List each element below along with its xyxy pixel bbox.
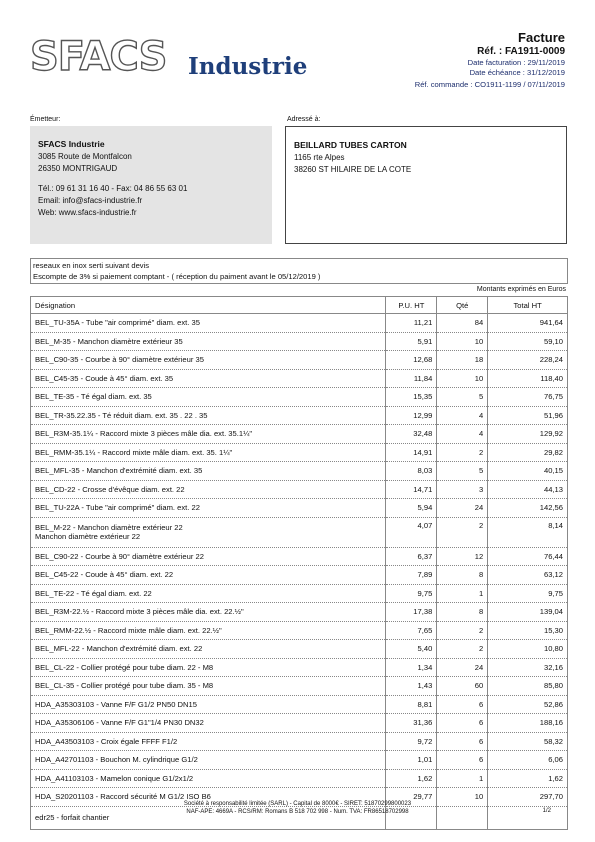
table-row (31, 751, 568, 770)
item-designation (31, 462, 386, 481)
table-row (31, 547, 568, 566)
item-unit-price: 1,01 (386, 751, 437, 770)
emetteur-label: Émetteur: (30, 116, 61, 123)
item-total: 142,56 (488, 499, 568, 518)
col-total: Total HT (488, 297, 568, 314)
item-designation-text: HDA_A35303103 - Vanne F/F G1/2 PN50 DN15 (35, 699, 197, 709)
table-row (31, 462, 568, 481)
item-quantity: 5 (437, 462, 488, 481)
table-row (31, 443, 568, 462)
item-designation-detail: Manchon diamètre extérieur 22 (35, 532, 141, 541)
item-designation-text: BEL_TU-22A - Tube "air comprimé" diam. ext. 22 (35, 503, 200, 513)
item-designation (31, 695, 386, 714)
emetteur-address2: 26350 MONTRIGAUD (38, 164, 118, 173)
item-total: 9,75 (488, 584, 568, 603)
item-total: 1,62 (488, 769, 568, 788)
recipient-address2: 38260 ST HILAIRE DE LA COTE (294, 165, 412, 174)
item-designation-text: BEL_TE-35 - Té égal diam. ext. 35 (35, 392, 152, 402)
item-total: 63,12 (488, 566, 568, 585)
item-total: 85,80 (488, 677, 568, 696)
item-designation-text: BEL_M-35 - Manchon diamètre extérieur 35 (35, 336, 183, 346)
item-designation (31, 425, 386, 444)
invoice-note (30, 258, 568, 284)
item-quantity: 24 (437, 499, 488, 518)
item-designation-text: BEL_TR-35.22.35 - Té réduit diam. ext. 35 . 22 . 35 (35, 410, 208, 420)
recipient-address1: 1165 rte Alpes (294, 153, 345, 162)
item-unit-price: 14,91 (386, 443, 437, 462)
item-designation-text: HDA_A42701103 - Bouchon M. cylindrique G1/2 (35, 755, 198, 765)
legal-footer (0, 800, 595, 816)
item-total: 76,44 (488, 547, 568, 566)
item-unit-price: 5,91 (386, 332, 437, 351)
note-line2: Escompte de 3% si paiement comptant - ( réception du paiment avant le 05/12/2019 ) (33, 271, 321, 281)
item-quantity: 3 (437, 480, 488, 499)
item-quantity: 12 (437, 547, 488, 566)
item-total: 10,80 (488, 640, 568, 659)
item-designation-text: BEL_RMM-22.½ - Raccord mixte mâle diam. ext. 22.½" (35, 625, 222, 635)
item-total: 52,86 (488, 695, 568, 714)
item-total: 29,82 (488, 443, 568, 462)
item-total: 59,10 (488, 332, 568, 351)
table-row (31, 621, 568, 640)
item-designation (31, 480, 386, 499)
item-designation (31, 714, 386, 733)
item-quantity: 4 (437, 425, 488, 444)
item-designation-text: BEL_R3M-22.½ - Raccord mixte 3 pièces mâle dia. ext. 22.½" (35, 607, 244, 617)
emetteur-phone: Tél.: 09 61 31 16 40 - Fax: 04 86 55 63 01 (38, 184, 188, 193)
invoice-date: Date facturation : 29/11/2019 (467, 58, 565, 67)
item-total: 6,06 (488, 751, 568, 770)
item-unit-price: 5,94 (386, 499, 437, 518)
item-unit-price: 9,75 (386, 584, 437, 603)
item-total: 32,16 (488, 658, 568, 677)
item-total: 188,16 (488, 714, 568, 733)
item-quantity: 2 (437, 517, 488, 547)
item-designation (31, 517, 386, 547)
item-designation-text: BEL_CL-35 - Collier protégé pour tube diam. 35 - M8 (35, 681, 214, 691)
table-row (31, 732, 568, 751)
item-total: 228,24 (488, 351, 568, 370)
item-total: 51,96 (488, 406, 568, 425)
item-total: 297,70 (488, 788, 568, 807)
items-table (30, 296, 568, 830)
emetteur-web: Web: www.sfacs-industrie.fr (38, 208, 137, 217)
item-unit-price: 12,99 (386, 406, 437, 425)
item-unit-price: 29,77 (386, 788, 437, 807)
footer-line1: Société à responsabilité limitée (SARL) - Capital de 8000€ - SIRET: 51870299800023 (183, 801, 412, 807)
item-quantity: 2 (437, 443, 488, 462)
item-total: 40,15 (488, 462, 568, 481)
item-quantity: 84 (437, 314, 488, 333)
item-designation (31, 566, 386, 585)
item-unit-price: 1,62 (386, 769, 437, 788)
item-designation (31, 584, 386, 603)
item-designation (31, 547, 386, 566)
note-line1: reseaux en inox serti suivant devis (33, 261, 150, 270)
item-designation-text: HDA_A43503103 - Croix égale FFFF F1/2 (35, 736, 178, 746)
invoice-ref: Réf. : FA1911-0009 (477, 46, 565, 57)
item-quantity: 1 (437, 584, 488, 603)
col-pu: P.U. HT (386, 297, 437, 314)
item-unit-price: 12,68 (386, 351, 437, 370)
item-quantity: 60 (437, 677, 488, 696)
item-unit-price: 11,21 (386, 314, 437, 333)
item-designation-text: BEL_C90-22 - Courbe à 90° diamètre extérieur 22 (35, 551, 204, 561)
item-designation (31, 677, 386, 696)
table-row (31, 658, 568, 677)
table-row (31, 369, 568, 388)
item-unit-price: 15,35 (386, 388, 437, 407)
item-total: 58,32 (488, 732, 568, 751)
col-qte: Qté (437, 297, 488, 314)
item-unit-price: 7,65 (386, 621, 437, 640)
table-row (31, 480, 568, 499)
table-row (31, 314, 568, 333)
currency-note: Montants exprimés en Euros (476, 286, 566, 293)
item-designation-text: BEL_R3M-35.1¼ - Raccord mixte 3 pièces mâle dia. ext. 35.1¼" (35, 429, 253, 439)
col-designation: Désignation (31, 297, 386, 314)
item-quantity: 6 (437, 714, 488, 733)
adresse-label: Adressé à: (287, 116, 321, 123)
table-row (31, 769, 568, 788)
table-row (31, 351, 568, 370)
item-quantity: 18 (437, 351, 488, 370)
item-quantity: 10 (437, 332, 488, 351)
item-designation (31, 351, 386, 370)
item-designation (31, 658, 386, 677)
emetteur-box (30, 126, 272, 244)
item-designation-text: BEL_CL-22 - Collier protégé pour tube diam. 22 - M8 (35, 662, 214, 672)
due-date: Date échéance : 31/12/2019 (469, 67, 565, 77)
recipient-box (285, 126, 567, 244)
table-row (31, 714, 568, 733)
item-total: 8,14 (488, 517, 568, 547)
table-row (31, 640, 568, 659)
item-designation (31, 369, 386, 388)
page-number: 1/2 (542, 808, 551, 814)
item-unit-price: 17,38 (386, 603, 437, 622)
table-row (31, 566, 568, 585)
item-unit-price: 8,03 (386, 462, 437, 481)
table-row (31, 406, 568, 425)
item-quantity: 8 (437, 603, 488, 622)
item-quantity: 1 (437, 769, 488, 788)
item-quantity: 5 (437, 388, 488, 407)
item-designation-text: HDA_S20201103 - Raccord sécurité M G1/2 ISO B6 (35, 792, 211, 802)
item-designation-text: BEL_C90-35 - Courbe à 90° diamètre extérieur 35 (35, 355, 204, 365)
emetteur-name: SFACS Industrie (38, 139, 105, 149)
item-quantity: 8 (437, 566, 488, 585)
item-unit-price: 11,84 (386, 369, 437, 388)
order-ref: Réf. commande : CO1911-1199 / 07/11/2019 (414, 80, 565, 89)
item-designation (31, 314, 386, 333)
item-designation (31, 499, 386, 518)
table-row (31, 603, 568, 622)
item-quantity: 24 (437, 658, 488, 677)
item-designation (31, 621, 386, 640)
item-total: 129,92 (488, 425, 568, 444)
recipient-name: BEILLARD TUBES CARTON (294, 140, 407, 150)
item-designation-text: HDA_A35306106 - Vanne F/F G1"1/4 PN30 DN32 (35, 718, 204, 728)
table-row (31, 499, 568, 518)
item-designation-text: BEL_C45-35 - Coude à 45° diam. ext. 35 (35, 373, 174, 383)
item-designation-text: BEL_CD-22 - Crosse d'évêque diam. ext. 22 (35, 484, 185, 494)
item-designation (31, 640, 386, 659)
table-header-row (31, 297, 568, 314)
table-row (31, 677, 568, 696)
item-designation-text: BEL_RMM-35.1¼ - Raccord mixte mâle diam. ext. 35. 1¼" (35, 447, 233, 457)
table-row (31, 584, 568, 603)
item-total: 118,40 (488, 369, 568, 388)
table-row (31, 517, 568, 547)
item-designation (31, 443, 386, 462)
item-quantity: 10 (437, 369, 488, 388)
company-logo (30, 30, 320, 90)
item-unit-price: 32,48 (386, 425, 437, 444)
item-designation-text: BEL_TU-35A - Tube "air comprimé" diam. ext. 35 (35, 318, 200, 328)
item-total: 15,30 (488, 621, 568, 640)
logo-suffix: Industrie (188, 53, 308, 80)
item-designation-text: HDA_A41103103 - Mamelon conique G1/2x1/2 (35, 773, 194, 783)
item-quantity: 10 (437, 788, 488, 807)
item-total: 76,75 (488, 388, 568, 407)
item-unit-price: 7,89 (386, 566, 437, 585)
item-designation-text: BEL_MFL-35 - Manchon d'extrémité diam. ext. 35 (35, 466, 203, 476)
table-row (31, 388, 568, 407)
item-total: 44,13 (488, 480, 568, 499)
item-quantity: 4 (437, 406, 488, 425)
item-total: 941,64 (488, 314, 568, 333)
item-unit-price: 1,34 (386, 658, 437, 677)
emetteur-email: Email: info@sfacs-industrie.fr (38, 196, 143, 205)
item-unit-price: 14,71 (386, 480, 437, 499)
item-total: 139,04 (488, 603, 568, 622)
item-quantity: 2 (437, 621, 488, 640)
item-designation (31, 769, 386, 788)
footer-line2: NAF-APE: 4669A - RCS/RM: Romans B 518 702 998 - Num. TVA: FR86518702998 (186, 809, 409, 815)
item-unit-price: 9,72 (386, 732, 437, 751)
item-designation-text: BEL_M-22 - Manchon diamètre extérieur 22 (35, 523, 183, 532)
logo-brand: SFACS (30, 34, 167, 80)
item-designation-text: edr25 - forfait chantier (35, 813, 110, 822)
item-designation (31, 603, 386, 622)
item-designation (31, 406, 386, 425)
table-row (31, 332, 568, 351)
item-unit-price: 4,07 (386, 517, 437, 547)
emetteur-address1: 3085 Route de Montfalcon (38, 152, 132, 161)
item-quantity: 6 (437, 751, 488, 770)
invoice-header (315, 30, 565, 90)
item-designation-text: BEL_C45-22 - Coude à 45° diam. ext. 22 (35, 570, 174, 580)
table-row (31, 695, 568, 714)
item-quantity: 2 (437, 640, 488, 659)
item-unit-price: 1,43 (386, 677, 437, 696)
item-quantity: 6 (437, 695, 488, 714)
item-designation (31, 388, 386, 407)
table-row (31, 425, 568, 444)
item-unit-price: 6,37 (386, 547, 437, 566)
item-unit-price: 5,40 (386, 640, 437, 659)
item-designation (31, 732, 386, 751)
item-unit-price: 8,81 (386, 695, 437, 714)
item-designation (31, 332, 386, 351)
item-designation (31, 751, 386, 770)
invoice-title: Facture (518, 30, 565, 45)
item-quantity: 6 (437, 732, 488, 751)
item-designation-text: BEL_MFL-22 - Manchon d'extrémité diam. ext. 22 (35, 644, 203, 654)
item-designation-text: BEL_TE-22 - Té égal diam. ext. 22 (35, 588, 152, 598)
item-unit-price: 31,36 (386, 714, 437, 733)
